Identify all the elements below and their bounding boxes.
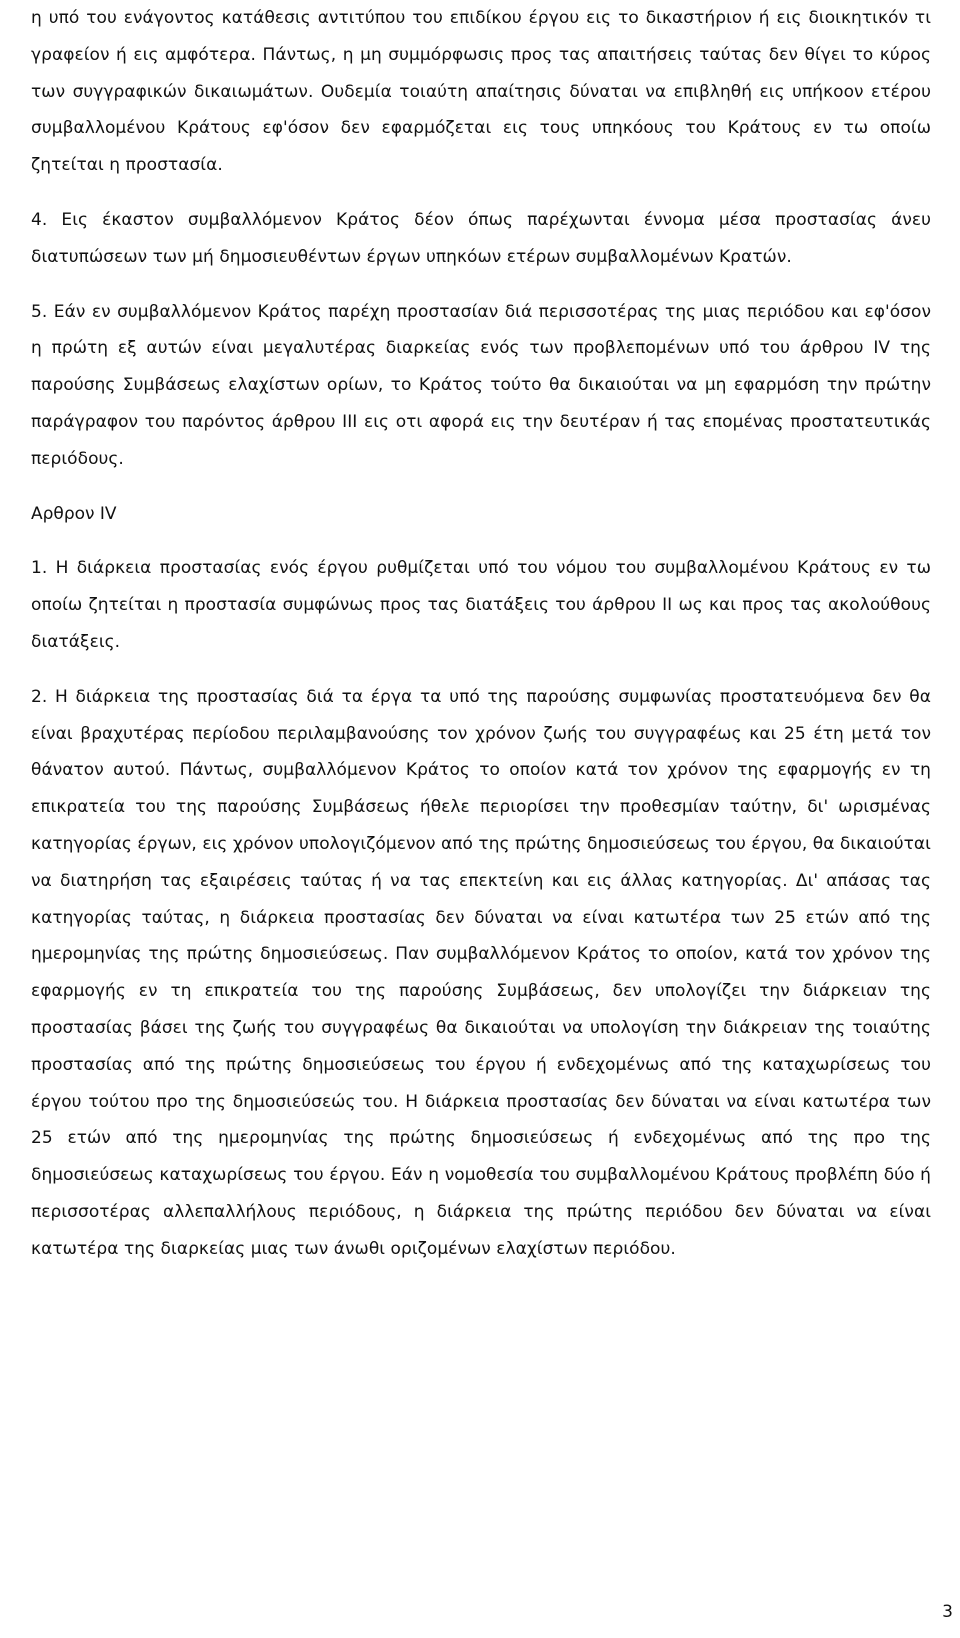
body-paragraph: η υπό του ενάγοντος κατάθεσις αντιτύπου του επιδίκου έργου εις το δικαστήριον ή εις διοικητικόν τι γραφείον ή εις αμφότερα. Πάντως, η μη συμμόρφωσις προς τας απαιτήσεις ταύτας δεν θίγει το κύρος των συγγραφικών δικαιωμάτων. Ουδεμία τοιαύτη απαίτησις δύναται να επιβληθή εις υπήκοον ετέρου συμβαλλομένου Κράτους εφ'όσον δεν εφαρμόζεται εις τους υπηκόους του Κράτους εν τω οποίω ζητείται η προστασία. [31, 8, 931, 176]
page-number: 3 [942, 1602, 953, 1622]
body-paragraph: 5. Εάν εν συμβαλλόμενον Κράτος παρέχη προστασίαν διά περισσοτέρας της μιας περιόδου και εφ'όσον η πρώτη εξ αυτών είναι μεγαλυτέρας διαρκείας ενός των προβλεπομένων υπό του άρθρου IV της παρούσης Συμβάσεως ελαχίστων ορίων, το Κράτος τούτο θα δικαιούται να μη εφαρμόση την πρώτην παράγραφον του παρόντος άρθρου III εις οτι αφορά εις την δευτέραν ή τας επομένας προστατευτικάς περιόδους. [31, 301, 931, 469]
body-paragraph: 4. Εις έκαστον συμβαλλόμενον Κράτος δέον όπως παρέχωνται έννομα μέσα προστασίας άνευ διατυπώσεων των μή δημοσιευθέντων έργων υπηκόων ετέρων συμβαλλομένων Κρατών. [31, 209, 931, 267]
document-page [31, 0, 931, 1268]
article-paragraph: 2. Η διάρκεια της προστασίας διά τα έργα τα υπό της παρούσης συμφωνίας προστατευόμενα δεν θα είναι βραχυτέρας περίοδου περιλαμβανούσης τον χρόνον ζωής του συγγραφέως και 25 έτη μετά τον θάνατον αυτού. Πάντως, συμβαλλόμενον Κράτος το οποίον κατά τον χρόνον της εφαρμογής εν τη επικρατεία του της παρούσης Συμβάσεως ήθελε περιορίσει την προθεσμίαν ταύτην, δι' ωρισμένας κατηγορίας έργων, εις χρόνον υπολογιζόμενον από της πρώτης δημοσιεύσεως του έργου, θα δικαιούται να διατηρήση τας εξαιρέσεις ταύτας ή να τας επεκτείνη και εις άλλας κατηγορίας. Δι' απάσας τας κατηγορίας ταύτας, η διάρκεια προστασίας δεν δύναται να είναι κατωτέρα των 25 ετών από της ημερομηνίας της πρώτης δημοσιεύσεως. Παν συμβαλλόμενον Κράτος το οποίον, κατά τον χρόνον της εφαρμογής εν τη επικρατεία του της παρούσης Συμβάσεως, δεν υπολογίζει την διάρκειαν της προστασίας βάσει της ζωής του συγγραφέως θα δικαιούται να υπολογίση την διάκρειαν της τοιαύτης προστασίας από της πρώτης δημοσιεύσεως του έργου ή ενδεχομένως από της καταχωρίσεως του έργου τούτου προ της δημοσιεύσεώς του. Η διάρκεια προστασίας δεν δύναται να είναι κατωτέρα των 25 ετών από της ημερομηνίας της πρώτης δημοσιεύσεως ή ενδεχομένως από της προ της δημοσιεύσεως καταχωρίσεως του έργου. Εάν η νομοθεσία του συμβαλλομένου Κράτους προβλέπη δύο ή περισσοτέρας αλλεπαλλήλους περιόδους, η διάρκεια της πρώτης περιόδου δεν δύναται να είναι κατωτέρα της διαρκείας μιας των άνωθι οριζομένων ελαχίστων περιόδου. [31, 686, 931, 1259]
article-heading: Αρθρον IV [31, 503, 117, 524]
article-paragraph: 1. Η διάρκεια προστασίας ενός έργου ρυθμίζεται υπό του νόμου του συμβαλλομένου Κράτους εν τω οποίω ζητείται η προστασία συμφώνως προς τας διατάξεις του άρθρου II ως και προς τας ακολούθους διατάξεις. [31, 558, 931, 652]
